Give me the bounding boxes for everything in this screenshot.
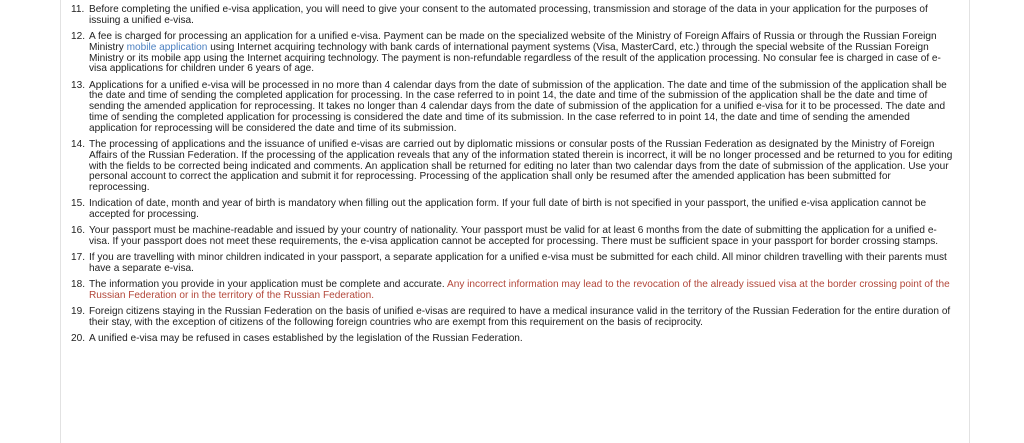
rule-number: 15. — [71, 198, 86, 210]
rules-panel — [60, 0, 970, 443]
rule-number: 17. — [71, 252, 86, 264]
rule-item-13 — [61, 81, 969, 135]
rule-text: If you are travelling with minor children indicated in your passport, a separate application for a unified e-visa must be submitted for each child. All minor children travelling with their parents must have a separate e-visa. — [89, 252, 947, 275]
rule-text: Indication of date, month and year of birth is mandatory when filling out the application form. If your full date of birth is not specified in your passport, the unified e-visa application cannot be accepted for processing. — [89, 198, 927, 221]
rule-item-15 — [61, 199, 969, 221]
rule-text: Your passport must be machine-readable and issued by your country of nationality. Your passport must be valid for at least 6 months from the date of submitting the application for a unified e-visa. If your passport does not meet these requirements, the e-visa application cannot be accepted for processing. There must be sufficient space in your passport for border crossing stamps. — [89, 225, 939, 248]
mobile-application-link[interactable]: mobile application — [126, 41, 208, 53]
rules-list — [61, 0, 969, 345]
rule-text: A fee is charged for processing an application for a unified e-visa. Payment can be made on the specialized website of the Ministry of Foreign Affairs of Russia or through the Russian Foreign Ministry — [89, 30, 937, 53]
rule-text: Applications for a unified e-visa will be processed in no more than 4 calendar days from the date of submission of the application. The date and time of the submission of the application shall be the date and time of sending the completed application for processing. In the case referred to in point 14, the date and time of the submission of the application shall be the date and time of sending the amended application for reprocessing. It takes no longer than 4 calendar days from the date of submission of the application for a unified e-visa for it to be processed. The date and time of sending the completed application for processing is considered the date and time of its submission. In the case referred to in point 14, the date and time of sending the amended application for reprocessing will be considered the date and time of its submission. — [89, 79, 947, 134]
rule-text: The processing of applications and the issuance of unified e-visas are carried out by diplomatic missions or consular posts of the Russian Federation as designated by the Ministry of Foreign Affairs of the Russian Federation. If the processing of the application reveals that any of the information stated therein is incorrect, it will be no longer processed and be returned to you for editing with the fields to be corrected being indicated and comments. An application shall be returned for editing no later than two calendar days from the date of submission of the application. Use your personal account to correct the application and submit it for reprocessing. Processing of the application shall only be resumed after the amended application has been submitted for reprocessing. — [89, 138, 953, 194]
rule-item-17 — [61, 253, 969, 275]
rule-number: 11. — [71, 4, 85, 15]
rule-number: 13. — [71, 79, 86, 91]
rule-number: 16. — [71, 225, 86, 237]
rule-item-18 — [61, 280, 969, 302]
rule-number: 19. — [71, 306, 86, 318]
rule-item-11 — [61, 5, 969, 27]
rule-number: 20. — [71, 333, 86, 345]
rule-number: 18. — [71, 279, 86, 291]
rule-item-14 — [61, 140, 969, 194]
rule-number: 14. — [71, 138, 86, 150]
rule-text: A unified e-visa may be refused in cases established by the legislation of the Russian Federation. — [89, 333, 523, 345]
rule-item-12 — [61, 32, 969, 75]
rule-text: Foreign citizens staying in the Russian Federation on the basis of unified e-visas are required to have a medical insurance valid in the territory of the Russian Federation for the entire duration of their stay, with the exception of citizens of the following foreign countries who are exempt from this requirement on the basis of reciprocity. — [89, 306, 951, 329]
rule-item-16 — [61, 226, 969, 248]
rule-text-continued: using Internet acquiring technology with bank cards of international payment systems (Visa, MasterCard, etc.) through the special website of the Russian Foreign Ministry or its mobile app using the Internet acquiring technology. The payment is non-refundable regardless of the result of the application processing. No consular fee is charged in case of e-visa applications for children under 6 years of age. — [89, 41, 941, 75]
rule-text: The information you provide in your application must be complete and accurate. — [89, 279, 447, 291]
rule-text: Before completing the unified e-visa application, you will need to give your consent to the automated processing, transmission and storage of the data in your application for the purposes of issuing a unified e-visa. — [89, 4, 928, 26]
revocation-warning: Any incorrect information may lead to the revocation of the already issued visa at the border crossing point of the Russian Federation or in the territory of the Russian Federation. — [89, 279, 950, 302]
rule-item-20 — [61, 334, 969, 345]
rule-number: 12. — [71, 30, 86, 42]
rule-item-19 — [61, 307, 969, 329]
